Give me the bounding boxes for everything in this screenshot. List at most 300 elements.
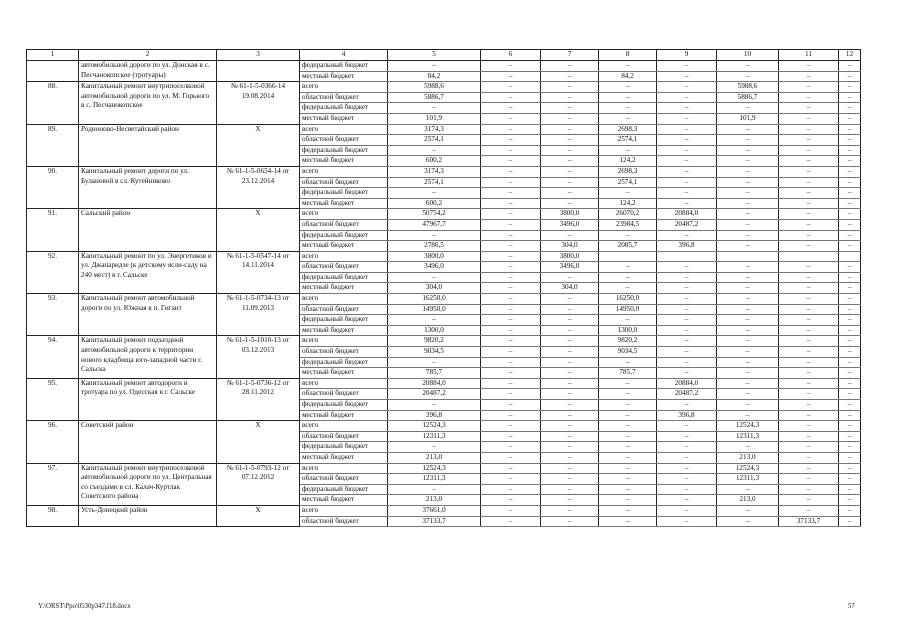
col-7-cell: 304,0 xyxy=(541,241,599,252)
col-11-cell: – xyxy=(779,347,839,358)
col-9-cell: – xyxy=(657,198,717,209)
expert-document: № 61-1-5-0736-12 от 28.11.2012 xyxy=(217,378,300,420)
col-11-cell xyxy=(779,251,839,262)
col-8-cell: 84,2 xyxy=(599,71,657,82)
col-10-cell: – xyxy=(717,410,779,421)
col-9-cell: – xyxy=(657,315,717,326)
col-11-cell: – xyxy=(779,262,839,273)
col-10-cell: – xyxy=(717,156,779,167)
col-11-cell: – xyxy=(779,389,839,400)
total-cell: 1300,0 xyxy=(388,325,481,336)
col-11-cell: – xyxy=(779,82,839,93)
col-8-cell: – xyxy=(599,283,657,294)
item-number: 96. xyxy=(27,421,79,463)
col-10-cell: – xyxy=(717,442,779,453)
expert-document: X xyxy=(217,209,300,251)
col-9-cell: – xyxy=(657,113,717,124)
source-cell: местный бюджет xyxy=(300,71,388,82)
col-7-cell: – xyxy=(541,368,599,379)
budget-table xyxy=(26,49,861,527)
col-11-cell: – xyxy=(779,92,839,103)
col-9-cell: – xyxy=(657,156,717,167)
col-9-cell: – xyxy=(657,516,717,527)
col-11-cell: – xyxy=(779,421,839,432)
col-12-cell: – xyxy=(839,410,861,421)
col-header: 7 xyxy=(541,50,599,61)
col-12-cell: – xyxy=(839,124,861,135)
col-12-cell: – xyxy=(839,283,861,294)
source-cell: федеральный бюджет xyxy=(300,230,388,241)
col-12-cell: – xyxy=(839,357,861,368)
table-row xyxy=(27,336,861,347)
col-7-cell: – xyxy=(541,336,599,347)
total-cell: 785,7 xyxy=(388,368,481,379)
col-8-cell: – xyxy=(599,484,657,495)
col-7-cell: – xyxy=(541,347,599,358)
col-12-cell: – xyxy=(839,400,861,411)
col-10-cell: – xyxy=(717,389,779,400)
expert-document: № 61-1-5-0654-14 от 23.12.2014 xyxy=(217,166,300,208)
col-12-cell: – xyxy=(839,177,861,188)
total-cell: 37133,7 xyxy=(388,516,481,527)
col-7-cell: – xyxy=(541,400,599,411)
col-9-cell: – xyxy=(657,71,717,82)
col-6-cell: – xyxy=(481,262,541,273)
col-8-cell: 2085,7 xyxy=(599,241,657,252)
table-row xyxy=(27,378,861,389)
item-number: 97. xyxy=(27,463,79,505)
col-12-cell: – xyxy=(839,82,861,93)
col-6-cell: – xyxy=(481,421,541,432)
col-header: 3 xyxy=(217,50,300,61)
col-9-cell: – xyxy=(657,124,717,135)
col-6-cell: – xyxy=(481,209,541,220)
col-11-cell: – xyxy=(779,368,839,379)
col-7-cell: – xyxy=(541,410,599,421)
col-12-cell: – xyxy=(839,474,861,485)
col-7-cell: – xyxy=(541,177,599,188)
document-page xyxy=(26,49,860,527)
col-12-cell: – xyxy=(839,389,861,400)
col-8-cell: – xyxy=(599,230,657,241)
source-cell: всего xyxy=(300,166,388,177)
table-row xyxy=(27,209,861,220)
total-cell: 5886,7 xyxy=(388,92,481,103)
col-12-cell: – xyxy=(839,347,861,358)
col-12-cell: – xyxy=(839,156,861,167)
total-cell: – xyxy=(388,145,481,156)
total-cell: 213,0 xyxy=(388,495,481,506)
col-header: 10 xyxy=(717,50,779,61)
col-8-cell: – xyxy=(599,92,657,103)
col-6-cell: – xyxy=(481,336,541,347)
col-8-cell: 23984,5 xyxy=(599,219,657,230)
col-12-cell: – xyxy=(839,198,861,209)
total-cell: 213,0 xyxy=(388,452,481,463)
total-cell: 3174,3 xyxy=(388,124,481,135)
col-9-cell: – xyxy=(657,304,717,315)
col-10-cell: – xyxy=(717,71,779,82)
col-6-cell: – xyxy=(481,378,541,389)
col-header: 6 xyxy=(481,50,541,61)
col-6-cell: – xyxy=(481,230,541,241)
source-cell: федеральный бюджет xyxy=(300,145,388,156)
source-cell: федеральный бюджет xyxy=(300,400,388,411)
col-7-cell: – xyxy=(541,294,599,305)
source-cell: местный бюджет xyxy=(300,368,388,379)
col-7-cell: – xyxy=(541,431,599,442)
col-12-cell: – xyxy=(839,463,861,474)
col-11-cell: – xyxy=(779,410,839,421)
header-row xyxy=(27,50,861,61)
col-8-cell: 16250,0 xyxy=(599,294,657,305)
col-6-cell: – xyxy=(481,92,541,103)
col-6-cell: – xyxy=(481,113,541,124)
source-cell: местный бюджет xyxy=(300,495,388,506)
col-11-cell: – xyxy=(779,145,839,156)
col-7-cell: – xyxy=(541,325,599,336)
col-9-cell: – xyxy=(657,92,717,103)
col-6-cell: – xyxy=(481,431,541,442)
col-8-cell: – xyxy=(599,505,657,516)
total-cell: – xyxy=(388,272,481,283)
col-7-cell: – xyxy=(541,304,599,315)
source-cell: федеральный бюджет xyxy=(300,315,388,326)
col-10-cell: – xyxy=(717,283,779,294)
col-10-cell: – xyxy=(717,516,779,527)
col-10-cell: – xyxy=(717,198,779,209)
source-cell: областной бюджет xyxy=(300,219,388,230)
source-cell: всего xyxy=(300,251,388,262)
col-8-cell: – xyxy=(599,431,657,442)
col-12-cell: – xyxy=(839,516,861,527)
col-12-cell: – xyxy=(839,103,861,114)
col-6-cell: – xyxy=(481,505,541,516)
col-7-cell: – xyxy=(541,484,599,495)
col-10-cell: – xyxy=(717,61,779,72)
col-12-cell: – xyxy=(839,209,861,220)
total-cell: 12311,3 xyxy=(388,474,481,485)
col-8-cell: – xyxy=(599,378,657,389)
col-9-cell: – xyxy=(657,484,717,495)
col-8-cell: – xyxy=(599,452,657,463)
col-12-cell: – xyxy=(839,495,861,506)
col-10-cell: – xyxy=(717,177,779,188)
col-9-cell: – xyxy=(657,336,717,347)
col-7-cell: 3800,0 xyxy=(541,209,599,220)
col-8-cell: 26070,2 xyxy=(599,209,657,220)
source-cell: всего xyxy=(300,82,388,93)
object-name: Капитальный ремонт автодороги и тротуара по ул. Одесская в г. Сальске xyxy=(79,378,217,420)
col-8-cell: – xyxy=(599,495,657,506)
total-cell: – xyxy=(388,315,481,326)
col-12-cell: – xyxy=(839,241,861,252)
col-7-cell: – xyxy=(541,61,599,72)
source-cell: федеральный бюджет xyxy=(300,188,388,199)
col-11-cell: – xyxy=(779,103,839,114)
col-11-cell: – xyxy=(779,156,839,167)
col-7-cell: – xyxy=(541,92,599,103)
col-7-cell: – xyxy=(541,145,599,156)
col-11-cell: – xyxy=(779,283,839,294)
total-cell: 9034,5 xyxy=(388,347,481,358)
table-row xyxy=(27,294,861,305)
col-6-cell: – xyxy=(481,347,541,358)
col-10-cell: 12311,3 xyxy=(717,474,779,485)
total-cell: 396,8 xyxy=(388,410,481,421)
col-6-cell: – xyxy=(481,71,541,82)
source-cell: всего xyxy=(300,378,388,389)
col-9-cell: – xyxy=(657,325,717,336)
col-12-cell: – xyxy=(839,368,861,379)
col-7-cell: – xyxy=(541,442,599,453)
col-8-cell: 14950,0 xyxy=(599,304,657,315)
col-9-cell: 396,8 xyxy=(657,410,717,421)
total-cell: 5988,6 xyxy=(388,82,481,93)
total-cell: – xyxy=(388,442,481,453)
table-row xyxy=(27,82,861,93)
col-11-cell: – xyxy=(779,442,839,453)
col-6-cell: – xyxy=(481,442,541,453)
col-9-cell: 396,8 xyxy=(657,241,717,252)
item-number: 98. xyxy=(27,505,79,526)
col-6-cell: – xyxy=(481,82,541,93)
col-8-cell: – xyxy=(599,82,657,93)
col-7-cell: – xyxy=(541,135,599,146)
col-7-cell: – xyxy=(541,378,599,389)
col-6-cell: – xyxy=(481,484,541,495)
col-11-cell: – xyxy=(779,304,839,315)
col-12-cell: – xyxy=(839,92,861,103)
col-6-cell: – xyxy=(481,135,541,146)
expert-document: X xyxy=(217,505,300,526)
col-10-cell: – xyxy=(717,230,779,241)
col-12-cell: – xyxy=(839,145,861,156)
col-7-cell: – xyxy=(541,452,599,463)
col-10-cell: – xyxy=(717,484,779,495)
col-11-cell: 37133,7 xyxy=(779,516,839,527)
col-10-cell: – xyxy=(717,357,779,368)
col-10-cell: 5886,7 xyxy=(717,92,779,103)
col-11-cell: – xyxy=(779,505,839,516)
object-name: Капитальный ремонт по ул. Энергетиков и ул. Джапаридзе (к детскому ясли-саду на 240 мест) в г. Сальске xyxy=(79,251,217,293)
col-8-cell: – xyxy=(599,400,657,411)
col-9-cell: – xyxy=(657,177,717,188)
col-7-cell: – xyxy=(541,198,599,209)
col-12-cell: – xyxy=(839,294,861,305)
total-cell: 600,2 xyxy=(388,156,481,167)
total-cell: 3496,0 xyxy=(388,262,481,273)
col-10-cell: 213,0 xyxy=(717,495,779,506)
col-7-cell: – xyxy=(541,71,599,82)
col-10-cell: 12311,3 xyxy=(717,431,779,442)
col-6-cell: – xyxy=(481,325,541,336)
col-10-cell: 12524,3 xyxy=(717,463,779,474)
col-6-cell: – xyxy=(481,156,541,167)
total-cell: – xyxy=(388,484,481,495)
col-12-cell: – xyxy=(839,230,861,241)
col-6-cell: – xyxy=(481,145,541,156)
source-cell: всего xyxy=(300,336,388,347)
col-7-cell: – xyxy=(541,389,599,400)
col-6-cell: – xyxy=(481,61,541,72)
col-12-cell: – xyxy=(839,219,861,230)
total-cell: 600,2 xyxy=(388,198,481,209)
col-8-cell: 785,7 xyxy=(599,368,657,379)
col-6-cell: – xyxy=(481,410,541,421)
item-number: 94. xyxy=(27,336,79,378)
source-cell: всего xyxy=(300,463,388,474)
total-cell: 2786,5 xyxy=(388,241,481,252)
col-6-cell: – xyxy=(481,495,541,506)
col-9-cell xyxy=(657,251,717,262)
table-row xyxy=(27,61,861,72)
object-name: Капитальный ремонт дороги по ул. Булановой в сл. Кутейниково xyxy=(79,166,217,208)
col-10-cell: – xyxy=(717,262,779,273)
col-10-cell: – xyxy=(717,325,779,336)
expert-document: № 61-1-5-0366-14 19.08.2014 xyxy=(217,82,300,124)
col-8-cell: – xyxy=(599,357,657,368)
col-10-cell: 5988,6 xyxy=(717,82,779,93)
total-cell: 101,9 xyxy=(388,113,481,124)
col-12-cell: – xyxy=(839,431,861,442)
col-7-cell: – xyxy=(541,474,599,485)
col-8-cell: – xyxy=(599,421,657,432)
total-cell: 84,2 xyxy=(388,71,481,82)
object-name: Родионово-Несветайский район xyxy=(79,124,217,166)
col-7-cell: – xyxy=(541,188,599,199)
col-11-cell: – xyxy=(779,241,839,252)
col-9-cell: – xyxy=(657,431,717,442)
col-6-cell: – xyxy=(481,166,541,177)
col-10-cell: – xyxy=(717,347,779,358)
source-cell: местный бюджет xyxy=(300,241,388,252)
col-9-cell: – xyxy=(657,103,717,114)
source-cell: федеральный бюджет xyxy=(300,357,388,368)
expert-document: X xyxy=(217,421,300,463)
col-6-cell: – xyxy=(481,463,541,474)
col-12-cell: – xyxy=(839,135,861,146)
col-8-cell: – xyxy=(599,389,657,400)
col-12-cell: – xyxy=(839,378,861,389)
total-cell: 3174,3 xyxy=(388,166,481,177)
object-name: автомобильной дороги по ул. Донская в с. Песчанокопское (тротуары) xyxy=(79,61,217,82)
col-12-cell: – xyxy=(839,113,861,124)
col-9-cell: – xyxy=(657,368,717,379)
col-11-cell: – xyxy=(779,272,839,283)
col-7-cell: – xyxy=(541,124,599,135)
expert-document xyxy=(217,61,300,82)
expert-document: № 61-1-5-0547-14 от 14.11.2014 xyxy=(217,251,300,293)
col-6-cell: – xyxy=(481,177,541,188)
col-9-cell: 20884,0 xyxy=(657,209,717,220)
col-8-cell: – xyxy=(599,61,657,72)
col-11-cell: – xyxy=(779,230,839,241)
col-12-cell: – xyxy=(839,188,861,199)
col-11-cell: – xyxy=(779,124,839,135)
col-9-cell: 20487,2 xyxy=(657,219,717,230)
expert-document: № 61-1-5-0734-13 от 11.09.2013 xyxy=(217,294,300,336)
table-row xyxy=(27,463,861,474)
col-12-cell: – xyxy=(839,325,861,336)
item-number: 90. xyxy=(27,166,79,208)
col-9-cell: – xyxy=(657,230,717,241)
col-8-cell: – xyxy=(599,315,657,326)
source-cell: местный бюджет xyxy=(300,452,388,463)
source-cell: всего xyxy=(300,421,388,432)
item-number: 91. xyxy=(27,209,79,251)
col-9-cell: – xyxy=(657,135,717,146)
col-8-cell xyxy=(599,251,657,262)
col-7-cell: 3496,0 xyxy=(541,262,599,273)
col-8-cell: 2698,3 xyxy=(599,124,657,135)
total-cell: 304,0 xyxy=(388,283,481,294)
col-6-cell: – xyxy=(481,251,541,262)
col-7-cell: – xyxy=(541,505,599,516)
col-12-cell: – xyxy=(839,166,861,177)
source-cell: областной бюджет xyxy=(300,92,388,103)
source-cell: федеральный бюджет xyxy=(300,103,388,114)
col-header: 12 xyxy=(839,50,861,61)
table-row xyxy=(27,166,861,177)
col-10-cell: – xyxy=(717,294,779,305)
source-cell: областной бюджет xyxy=(300,431,388,442)
col-9-cell: – xyxy=(657,495,717,506)
col-7-cell: 304,0 xyxy=(541,283,599,294)
footer-file-path: Y:\ORST\Ppo\0530p347.f18.docx xyxy=(38,603,131,610)
item-number xyxy=(27,61,79,82)
col-8-cell: 1300,0 xyxy=(599,325,657,336)
col-8-cell: 2698,3 xyxy=(599,166,657,177)
col-8-cell: – xyxy=(599,262,657,273)
total-cell: 20487,2 xyxy=(388,389,481,400)
col-6-cell: – xyxy=(481,304,541,315)
col-header: 9 xyxy=(657,50,717,61)
col-10-cell: – xyxy=(717,145,779,156)
col-9-cell: – xyxy=(657,82,717,93)
col-8-cell: – xyxy=(599,145,657,156)
total-cell: – xyxy=(388,188,481,199)
col-6-cell: – xyxy=(481,272,541,283)
total-cell: 12524,3 xyxy=(388,421,481,432)
col-10-cell: – xyxy=(717,304,779,315)
col-9-cell: – xyxy=(657,421,717,432)
col-9-cell: – xyxy=(657,357,717,368)
source-cell: областной бюджет xyxy=(300,135,388,146)
col-7-cell: 3496,0 xyxy=(541,219,599,230)
col-9-cell: – xyxy=(657,505,717,516)
col-8-cell: 2574,1 xyxy=(599,177,657,188)
col-11-cell: – xyxy=(779,315,839,326)
col-11-cell: – xyxy=(779,484,839,495)
col-11-cell: – xyxy=(779,325,839,336)
col-6-cell: – xyxy=(481,474,541,485)
col-6-cell: – xyxy=(481,124,541,135)
col-8-cell: – xyxy=(599,442,657,453)
col-11-cell: – xyxy=(779,336,839,347)
col-8-cell: 9034,5 xyxy=(599,347,657,358)
col-10-cell: – xyxy=(717,315,779,326)
col-10-cell: – xyxy=(717,378,779,389)
col-9-cell: – xyxy=(657,442,717,453)
col-8-cell: – xyxy=(599,188,657,199)
col-12-cell: – xyxy=(839,304,861,315)
total-cell: 37661,0 xyxy=(388,505,481,516)
total-cell: 47967,7 xyxy=(388,219,481,230)
total-cell: 12524,3 xyxy=(388,463,481,474)
col-6-cell: – xyxy=(481,219,541,230)
col-7-cell: – xyxy=(541,166,599,177)
